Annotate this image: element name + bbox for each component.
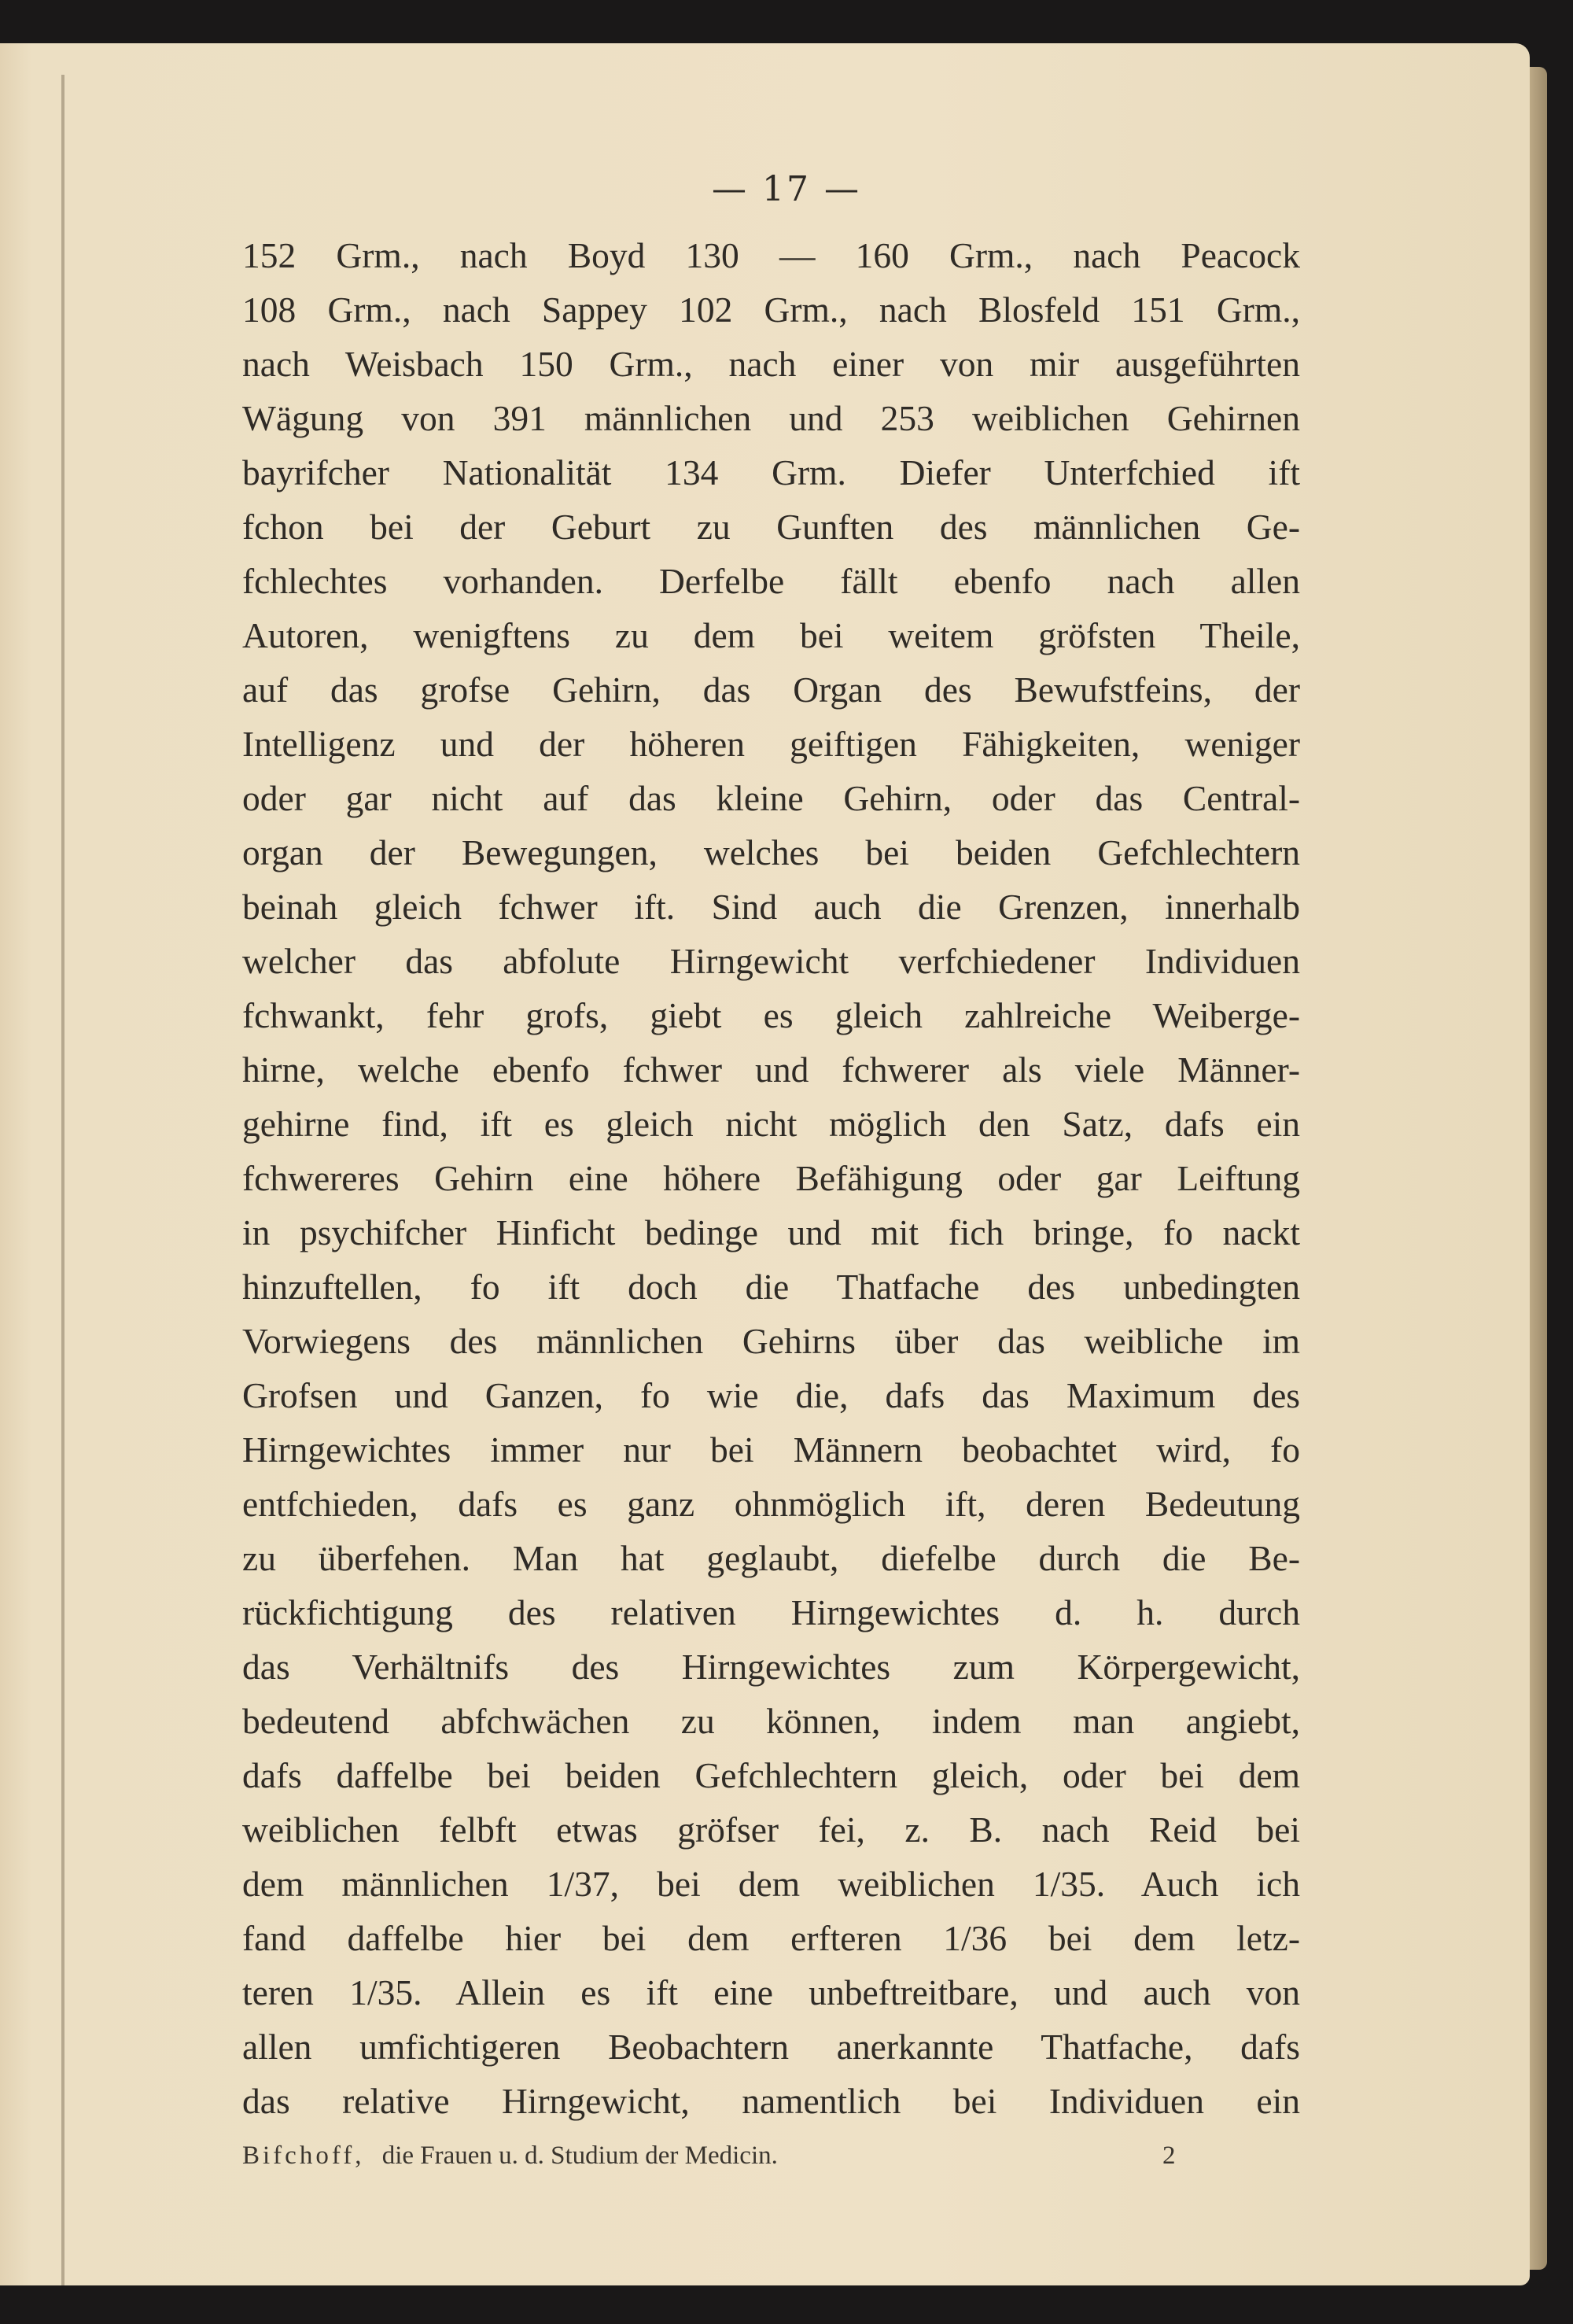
text-line: fand daffelbe hier bei dem erfteren 1/36 bei dem letz-: [242, 1918, 1300, 1958]
text-line: 108 Grm., nach Sappey 102 Grm., nach Blosfeld 151 Grm.,: [242, 290, 1300, 330]
page-number: — 17 —: [712, 169, 861, 209]
text-line: nach Weisbach 150 Grm., nach einer von mir ausgeführten: [242, 344, 1300, 384]
text-line: dem männlichen 1/37, bei dem weiblichen 1/35. Auch ich: [242, 1864, 1300, 1904]
text-line: auf das grofse Gehirn, das Organ des Bewufstfeins, der: [242, 670, 1300, 710]
page-edge: [1530, 67, 1547, 2270]
text-line: das Verhältnifs des Hirngewichtes zum Körpergewicht,: [242, 1647, 1300, 1687]
text-line: in psychifcher Hinficht bedinge und mit fich bringe, fo nackt: [242, 1212, 1300, 1252]
text-line: fchon bei der Geburt zu Gunften des männlichen Ge-: [242, 507, 1300, 547]
text-line: Intelligenz und der höheren geiftigen Fähigkeiten, weniger: [242, 724, 1300, 764]
text-line: bayrifcher Nationalität 134 Grm. Diefer Unterfchied ift: [242, 452, 1300, 492]
text-line: gehirne find, ift es gleich nicht möglich den Satz, dafs ein: [242, 1104, 1300, 1144]
body-text: [242, 228, 1300, 2128]
text-line: Vorwiegens des männlichen Gehirns über das weibliche im: [242, 1321, 1300, 1361]
text-line: welcher das abfolute Hirngewicht verfchiedener Individuen: [242, 941, 1300, 981]
text-line: weiblichen felbft etwas gröfser fei, z. B. nach Reid bei: [242, 1809, 1300, 1850]
text-line: hinzuftellen, fo ift doch die Thatfache des unbedingten: [242, 1267, 1300, 1307]
text-line: zu überfehen. Man hat geglaubt, diefelbe durch die Be-: [242, 1538, 1300, 1578]
text-line: entfchieden, dafs es ganz ohnmöglich ift, deren Bedeutung: [242, 1484, 1300, 1524]
footer-signature-number: 2: [1162, 2141, 1176, 2170]
footer-signature-line: [242, 2141, 1300, 2171]
footer-title: die Frauen u. d. Studium der Medicin.: [381, 2141, 778, 2170]
page-gutter-line: [61, 75, 64, 2285]
footer-author: Bifchoff,: [242, 2141, 365, 2170]
text-line: fchwereres Gehirn eine höhere Befähigung oder gar Leiftung: [242, 1158, 1300, 1198]
text-line: teren 1/35. Allein es ift eine unbeftreitbare, und auch von: [242, 1972, 1300, 2012]
text-line: Grofsen und Ganzen, fo wie die, dafs das Maximum des: [242, 1375, 1300, 1415]
text-line: dafs daffelbe bei beiden Gefchlechtern gleich, oder bei dem: [242, 1755, 1300, 1795]
text-line: fchlechtes vorhanden. Derfelbe fällt ebenfo nach allen: [242, 561, 1300, 601]
text-line: beinah gleich fchwer ift. Sind auch die Grenzen, innerhalb: [242, 887, 1300, 927]
text-line: bedeutend abfchwächen zu können, indem man angiebt,: [242, 1701, 1300, 1741]
text-line: das relative Hirngewicht, namentlich bei Individuen ein: [242, 2081, 1300, 2121]
text-line: organ der Bewegungen, welches bei beiden Gefchlechtern: [242, 832, 1300, 872]
text-line: 152 Grm., nach Boyd 130 — 160 Grm., nach Peacock: [242, 235, 1300, 275]
text-line: allen umfichtigeren Beobachtern anerkannte Thatfache, dafs: [242, 2027, 1300, 2067]
text-line: fchwankt, fehr grofs, giebt es gleich zahlreiche Weiberge-: [242, 995, 1300, 1035]
text-line: oder gar nicht auf das kleine Gehirn, oder das Central-: [242, 778, 1300, 818]
text-line: Hirngewichtes immer nur bei Männern beobachtet wird, fo: [242, 1429, 1300, 1470]
text-line: Autoren, wenigftens zu dem bei weitem gröfsten Theile,: [242, 615, 1300, 655]
text-line: hirne, welche ebenfo fchwer und fchwerer als viele Männer-: [242, 1049, 1300, 1090]
text-line: Wägung von 391 männlichen und 253 weiblichen Gehirnen: [242, 398, 1300, 438]
text-line: rückfichtigung des relativen Hirngewichtes d. h. durch: [242, 1592, 1300, 1632]
